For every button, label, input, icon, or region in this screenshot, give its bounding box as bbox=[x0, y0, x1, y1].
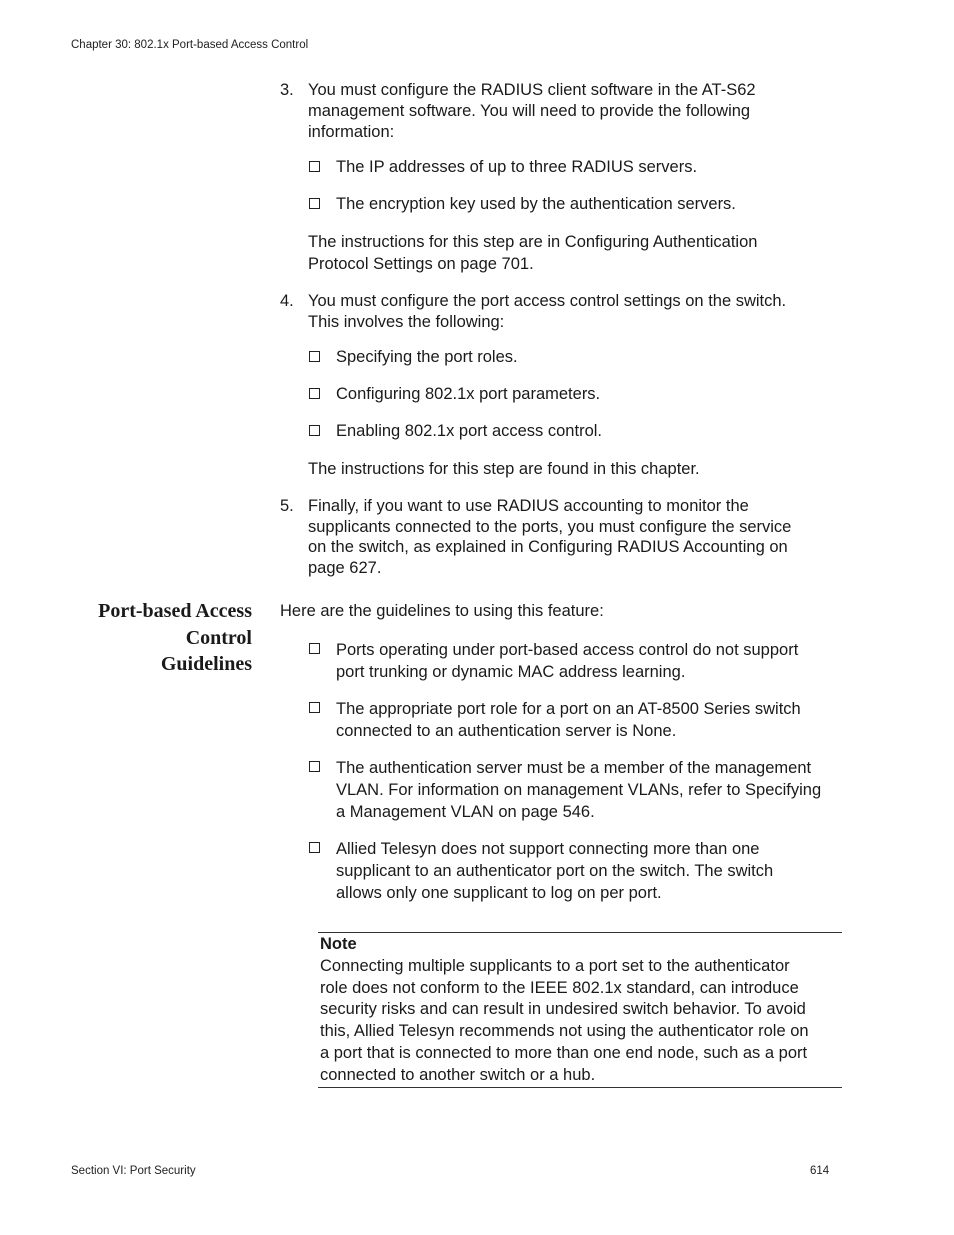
list-item: Enabling 802.1x port access control. bbox=[336, 422, 602, 440]
note-line: connected to another switch or a hub. bbox=[320, 1065, 596, 1084]
step-line: supplicants connected to the ports, you must configure the service bbox=[308, 517, 792, 536]
guideline-line: connected to an authentication server is None. bbox=[336, 722, 677, 740]
guideline-line: The appropriate port role for a port on an AT-8500 Series switch bbox=[336, 700, 801, 718]
step-line: management software. You will need to provide the following bbox=[308, 102, 751, 120]
guideline-item bbox=[336, 757, 821, 823]
heading-line: Control bbox=[185, 626, 252, 649]
step-line: You must configure the RADIUS client software in the AT-S62 bbox=[308, 81, 756, 99]
guideline-line: The authentication server must be a member of the management bbox=[336, 759, 812, 777]
heading-line: Guidelines bbox=[160, 653, 252, 675]
note-line: role does not conform to the IEEE 802.1x standard, can introduce bbox=[320, 978, 799, 997]
note-line: a port that is connected to more than one end node, such as a port bbox=[320, 1043, 808, 1062]
list-item: Configuring 802.1x port parameters. bbox=[336, 385, 601, 403]
guideline-line: a Management VLAN on page 546. bbox=[336, 803, 595, 821]
guideline-line: port trunking or dynamic MAC address learning. bbox=[336, 663, 686, 681]
note-line: Connecting multiple supplicants to a port set to the authenticator bbox=[320, 956, 790, 975]
guideline-line: allows only one supplicant to log on per port. bbox=[336, 884, 662, 902]
step-line: information: bbox=[308, 123, 395, 141]
step-followup: The instructions for this step are found in this chapter. bbox=[308, 460, 700, 478]
checkbox-bullet-icon bbox=[309, 425, 320, 436]
checkbox-bullet-icon bbox=[309, 161, 320, 172]
checkbox-bullet-icon bbox=[309, 842, 320, 853]
note-top-rule bbox=[318, 932, 842, 933]
guideline-item bbox=[336, 838, 773, 904]
checkbox-bullet-icon bbox=[309, 643, 320, 654]
checkbox-bullet-icon bbox=[309, 351, 320, 362]
step-line: on the switch, as explained in Configuring RADIUS Accounting on bbox=[308, 538, 788, 556]
list-item: Specifying the port roles. bbox=[336, 348, 518, 366]
step-text bbox=[308, 496, 791, 578]
guideline-line: Ports operating under port-based access control do not support bbox=[336, 641, 799, 659]
checkbox-bullet-icon bbox=[309, 198, 320, 209]
list-item: The encryption key used by the authentication servers. bbox=[336, 195, 736, 213]
guideline-item bbox=[336, 698, 801, 742]
step-line: Finally, if you want to use RADIUS accounting to monitor the bbox=[308, 497, 749, 515]
guideline-item bbox=[336, 639, 798, 683]
checkbox-bullet-icon bbox=[309, 761, 320, 772]
heading-line: Port-based Access bbox=[98, 600, 252, 622]
step-followup bbox=[308, 231, 757, 275]
note-line: this, Allied Telesyn recommends not using the authenticator role on bbox=[320, 1022, 809, 1041]
note-title: Note bbox=[320, 935, 357, 953]
footer-section: Section VI: Port Security bbox=[71, 1165, 196, 1177]
step-line: You must configure the port access control settings on the switch. bbox=[308, 292, 787, 310]
guideline-line: supplicant to an authenticator port on the switch. The switch bbox=[336, 862, 774, 880]
checkbox-bullet-icon bbox=[309, 702, 320, 713]
followup-line: Protocol Settings on page 701. bbox=[308, 255, 534, 273]
step-number: 4. bbox=[280, 292, 294, 310]
checkbox-bullet-icon bbox=[309, 388, 320, 399]
guideline-line: Allied Telesyn does not support connecting more than one bbox=[336, 840, 760, 858]
step-line: This involves the following: bbox=[308, 313, 505, 331]
step-text bbox=[308, 80, 756, 143]
followup-line: The instructions for this step are in Configuring Authentication bbox=[308, 233, 758, 251]
note bbox=[320, 934, 809, 1087]
running-header: Chapter 30: 802.1x Port-based Access Control bbox=[71, 39, 309, 51]
guideline-line: VLAN. For information on management VLANs, refer to Specifying bbox=[336, 781, 822, 799]
note-line: security risks and can result in undesired switch behavior. To avoid bbox=[320, 1000, 806, 1019]
step-text bbox=[308, 291, 786, 333]
page-number: 614 bbox=[810, 1165, 830, 1177]
section-heading bbox=[98, 598, 252, 678]
step-number: 5. bbox=[280, 497, 294, 515]
note-bottom-rule bbox=[318, 1087, 842, 1088]
step-line: page 627. bbox=[308, 558, 382, 577]
step-number: 3. bbox=[280, 81, 294, 99]
list-item: The IP addresses of up to three RADIUS servers. bbox=[336, 158, 698, 176]
section-intro: Here are the guidelines to using this feature: bbox=[280, 602, 604, 620]
